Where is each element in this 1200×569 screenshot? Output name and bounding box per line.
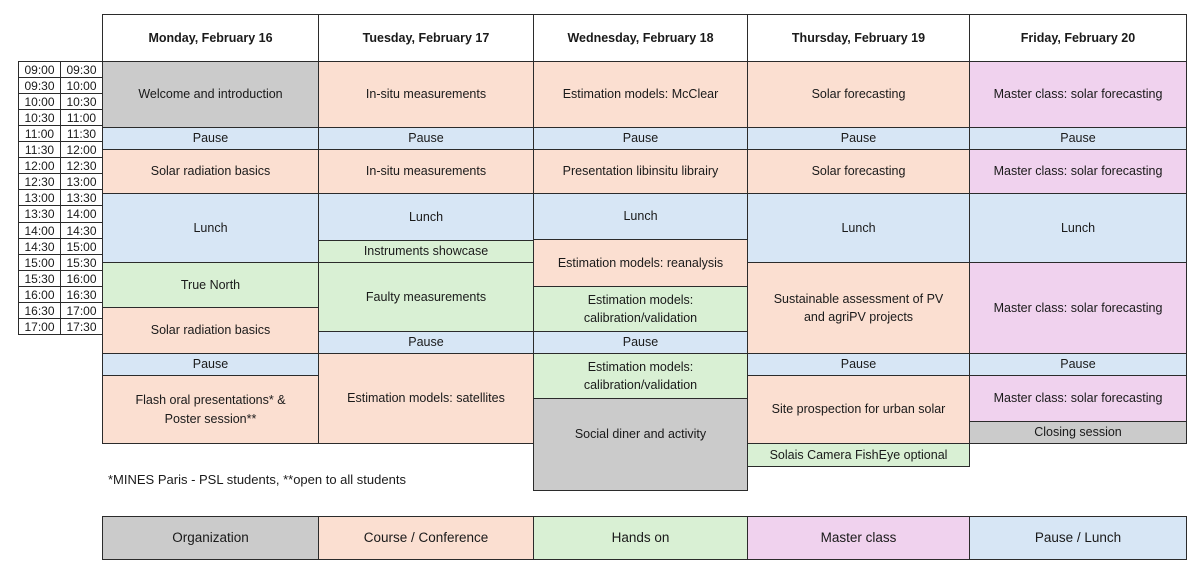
time-start: 17:00 <box>18 318 61 335</box>
time-end: 10:00 <box>60 77 103 94</box>
legend-master-class: Master class <box>747 516 970 560</box>
event-thursday-pause-2: Pause <box>747 353 970 376</box>
event-monday-pause-2: Pause <box>102 353 319 376</box>
event-thursday-forecasting-2: Solar forecasting <box>747 149 970 194</box>
time-end: 15:00 <box>60 238 103 255</box>
event-friday-master-class-2: Master class: solar forecasting <box>969 149 1187 194</box>
event-monday-welcome: Welcome and introduction <box>102 61 319 128</box>
time-end: 12:00 <box>60 141 103 158</box>
event-monday-pause-1: Pause <box>102 127 319 150</box>
event-monday-radiation-basics-1: Solar radiation basics <box>102 149 319 194</box>
time-start: 12:00 <box>18 157 61 174</box>
time-start: 11:00 <box>18 125 61 142</box>
event-friday-master-class-4: Master class: solar forecasting <box>969 375 1187 422</box>
event-friday-pause-2: Pause <box>969 353 1187 376</box>
time-end: 13:00 <box>60 173 103 190</box>
event-thursday-fisheye: Solais Camera FishEye optional <box>747 443 970 467</box>
event-tuesday-insitu-2: In-situ measurements <box>318 149 534 194</box>
event-monday-true-north: True North <box>102 262 319 308</box>
event-wednesday-mcclear: Estimation models: McClear <box>533 61 748 128</box>
event-tuesday-satellites: Estimation models: satellites <box>318 353 534 444</box>
day-header-thursday: Thursday, February 19 <box>747 14 970 62</box>
event-tuesday-insitu-1: In-situ measurements <box>318 61 534 128</box>
time-start: 14:00 <box>18 222 61 239</box>
time-end: 12:30 <box>60 157 103 174</box>
event-wednesday-reanalysis: Estimation models: reanalysis <box>533 239 748 287</box>
event-tuesday-lunch: Lunch <box>318 193 534 241</box>
time-end: 11:30 <box>60 125 103 142</box>
time-start: 09:00 <box>18 61 61 78</box>
time-start: 15:30 <box>18 270 61 287</box>
time-end: 16:30 <box>60 286 103 303</box>
event-monday-flash-presentations: Flash oral presentations* & Poster session** <box>102 375 319 444</box>
event-thursday-sustainable-assessment: Sustainable assessment of PV and agriPV projects <box>747 262 970 354</box>
day-header-tuesday: Tuesday, February 17 <box>318 14 534 62</box>
event-tuesday-faulty-measurements: Faulty measurements <box>318 262 534 332</box>
event-friday-closing-session: Closing session <box>969 421 1187 444</box>
event-friday-master-class-3: Master class: solar forecasting <box>969 262 1187 354</box>
event-tuesday-pause-1: Pause <box>318 127 534 150</box>
time-end: 17:00 <box>60 302 103 319</box>
time-end: 13:30 <box>60 189 103 206</box>
event-friday-master-class-1: Master class: solar forecasting <box>969 61 1187 128</box>
legend-organization: Organization <box>102 516 319 560</box>
event-wednesday-pause-2: Pause <box>533 331 748 354</box>
time-start: 12:30 <box>18 173 61 190</box>
event-wednesday-calibration-2: Estimation models: calibration/validation <box>533 353 748 399</box>
event-wednesday-lunch: Lunch <box>533 193 748 240</box>
legend-hands-on: Hands on <box>533 516 748 560</box>
legend-course-conference: Course / Conference <box>318 516 534 560</box>
event-friday-lunch: Lunch <box>969 193 1187 263</box>
day-header-wednesday: Wednesday, February 18 <box>533 14 748 62</box>
time-start: 13:30 <box>18 205 61 223</box>
time-start: 09:30 <box>18 77 61 94</box>
event-thursday-forecasting-1: Solar forecasting <box>747 61 970 128</box>
day-header-friday: Friday, February 20 <box>969 14 1187 62</box>
time-start: 16:30 <box>18 302 61 319</box>
day-header-monday: Monday, February 16 <box>102 14 319 62</box>
event-wednesday-calibration-1: Estimation models: calibration/validation <box>533 286 748 332</box>
time-end: 17:30 <box>60 318 103 335</box>
time-start: 10:00 <box>18 93 61 110</box>
event-friday-pause-1: Pause <box>969 127 1187 150</box>
time-start: 11:30 <box>18 141 61 158</box>
time-end: 10:30 <box>60 93 103 110</box>
time-end: 16:00 <box>60 270 103 287</box>
time-end: 11:00 <box>60 109 103 126</box>
event-monday-radiation-basics-2: Solar radiation basics <box>102 307 319 354</box>
legend-pause-lunch: Pause / Lunch <box>969 516 1187 560</box>
time-end: 14:00 <box>60 205 103 223</box>
event-wednesday-social-diner: Social diner and activity <box>533 398 748 491</box>
event-thursday-pause-1: Pause <box>747 127 970 150</box>
time-end: 15:30 <box>60 254 103 271</box>
time-start: 16:00 <box>18 286 61 303</box>
event-tuesday-instruments-showcase: Instruments showcase <box>318 240 534 263</box>
time-start: 13:00 <box>18 189 61 206</box>
time-start: 14:30 <box>18 238 61 255</box>
footnote: *MINES Paris - PSL students, **open to all students <box>108 472 406 487</box>
time-end: 14:30 <box>60 222 103 239</box>
time-start: 15:00 <box>18 254 61 271</box>
event-wednesday-libinsitu: Presentation libinsitu librairy <box>533 149 748 194</box>
event-monday-lunch: Lunch <box>102 193 319 263</box>
event-thursday-site-prospection: Site prospection for urban solar <box>747 375 970 444</box>
event-tuesday-pause-2: Pause <box>318 331 534 354</box>
time-start: 10:30 <box>18 109 61 126</box>
event-wednesday-pause-1: Pause <box>533 127 748 150</box>
time-end: 09:30 <box>60 61 103 78</box>
event-thursday-lunch: Lunch <box>747 193 970 263</box>
